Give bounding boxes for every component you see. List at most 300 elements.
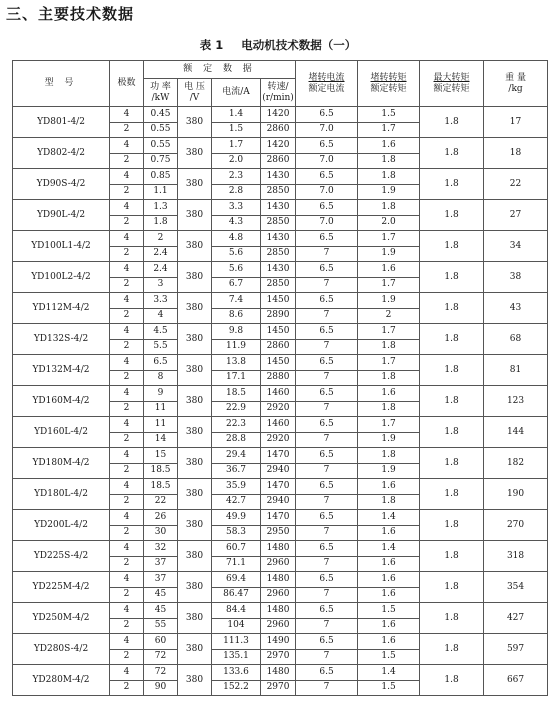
cell-current: 133.6 xyxy=(212,665,261,681)
cell-current: 4.8 xyxy=(212,231,261,247)
cell-power: 0.55 xyxy=(144,138,178,154)
cell-poles: 2 xyxy=(110,122,144,138)
cell-power: 2 xyxy=(144,231,178,247)
cell-power: 2.4 xyxy=(144,246,178,262)
cell-locked-current: 6.5 xyxy=(296,603,358,619)
cell-model: YD180M-4/2 xyxy=(13,448,110,479)
cell-poles: 4 xyxy=(110,510,144,526)
cell-power: 0.45 xyxy=(144,107,178,123)
cell-model: YD160L-4/2 xyxy=(13,417,110,448)
cell-power: 9 xyxy=(144,386,178,402)
cell-locked-current: 6.5 xyxy=(296,386,358,402)
cell-locked-current: 6.5 xyxy=(296,293,358,309)
cell-locked-torque: 1.9 xyxy=(358,463,420,479)
cell-max-torque: 1.8 xyxy=(420,107,484,138)
cell-power: 0.75 xyxy=(144,153,178,169)
header-speed: 转速/ (r/min) xyxy=(261,79,296,107)
cell-poles: 4 xyxy=(110,603,144,619)
cell-locked-torque: 1.6 xyxy=(358,262,420,278)
cell-poles: 4 xyxy=(110,107,144,123)
cell-locked-torque: 1.6 xyxy=(358,587,420,603)
cell-current: 104 xyxy=(212,618,261,634)
cell-voltage: 380 xyxy=(178,324,212,355)
cell-locked-torque: 1.4 xyxy=(358,510,420,526)
cell-locked-torque: 1.4 xyxy=(358,665,420,681)
cell-locked-current: 7 xyxy=(296,401,358,417)
cell-locked-current: 7 xyxy=(296,618,358,634)
cell-speed: 2850 xyxy=(261,277,296,293)
cell-speed: 1450 xyxy=(261,355,296,371)
cell-voltage: 380 xyxy=(178,510,212,541)
cell-poles: 4 xyxy=(110,665,144,681)
cell-speed: 1470 xyxy=(261,448,296,464)
table-number: 表 1 xyxy=(199,38,224,52)
header-poles: 极数 xyxy=(110,61,144,107)
cell-power: 18.5 xyxy=(144,463,178,479)
cell-max-torque: 1.8 xyxy=(420,603,484,634)
cell-model: YD90L-4/2 xyxy=(13,200,110,231)
cell-speed: 2940 xyxy=(261,463,296,479)
cell-weight: 22 xyxy=(484,169,548,200)
cell-power: 4.5 xyxy=(144,324,178,340)
cell-current: 36.7 xyxy=(212,463,261,479)
table-row xyxy=(13,293,548,309)
cell-power: 45 xyxy=(144,603,178,619)
cell-current: 111.3 xyxy=(212,634,261,650)
cell-locked-current: 6.5 xyxy=(296,355,358,371)
cell-current: 1.7 xyxy=(212,138,261,154)
cell-locked-torque: 1.6 xyxy=(358,618,420,634)
cell-weight: 182 xyxy=(484,448,548,479)
cell-model: YD200L-4/2 xyxy=(13,510,110,541)
cell-max-torque: 1.8 xyxy=(420,572,484,603)
cell-poles: 4 xyxy=(110,634,144,650)
cell-model: YD250M-4/2 xyxy=(13,603,110,634)
cell-locked-current: 7 xyxy=(296,308,358,324)
cell-locked-current: 7 xyxy=(296,463,358,479)
motor-spec-table xyxy=(12,60,548,696)
cell-power: 26 xyxy=(144,510,178,526)
cell-poles: 2 xyxy=(110,432,144,448)
cell-speed: 1480 xyxy=(261,665,296,681)
cell-locked-torque: 1.9 xyxy=(358,293,420,309)
cell-locked-current: 7.0 xyxy=(296,215,358,231)
cell-weight: 68 xyxy=(484,324,548,355)
cell-locked-torque: 1.8 xyxy=(358,169,420,185)
cell-locked-torque: 1.8 xyxy=(358,153,420,169)
cell-current: 60.7 xyxy=(212,541,261,557)
cell-power: 4 xyxy=(144,308,178,324)
cell-speed: 2850 xyxy=(261,246,296,262)
cell-locked-current: 7 xyxy=(296,494,358,510)
cell-max-torque: 1.8 xyxy=(420,665,484,696)
cell-speed: 1420 xyxy=(261,138,296,154)
cell-weight: 81 xyxy=(484,355,548,386)
table-title: 电动机技术数据（一） xyxy=(241,38,357,52)
cell-voltage: 380 xyxy=(178,665,212,696)
cell-power: 30 xyxy=(144,525,178,541)
cell-locked-torque: 1.8 xyxy=(358,401,420,417)
cell-locked-torque: 1.6 xyxy=(358,572,420,588)
cell-current: 135.1 xyxy=(212,649,261,665)
cell-max-torque: 1.8 xyxy=(420,324,484,355)
cell-poles: 2 xyxy=(110,463,144,479)
table-row xyxy=(13,417,548,433)
cell-current: 152.2 xyxy=(212,680,261,696)
cell-model: YD132M-4/2 xyxy=(13,355,110,386)
cell-current: 2.0 xyxy=(212,153,261,169)
cell-speed: 1420 xyxy=(261,107,296,123)
cell-poles: 4 xyxy=(110,386,144,402)
cell-speed: 2950 xyxy=(261,525,296,541)
cell-speed: 2860 xyxy=(261,153,296,169)
cell-locked-torque: 1.6 xyxy=(358,556,420,572)
cell-voltage: 380 xyxy=(178,262,212,293)
cell-poles: 2 xyxy=(110,494,144,510)
cell-voltage: 380 xyxy=(178,572,212,603)
cell-speed: 2960 xyxy=(261,556,296,572)
table-row xyxy=(13,355,548,371)
cell-current: 35.9 xyxy=(212,479,261,495)
cell-max-torque: 1.8 xyxy=(420,293,484,324)
cell-locked-current: 6.5 xyxy=(296,510,358,526)
cell-locked-current: 6.5 xyxy=(296,572,358,588)
cell-power: 1.8 xyxy=(144,215,178,231)
table-row xyxy=(13,541,548,557)
cell-poles: 4 xyxy=(110,572,144,588)
table-row xyxy=(13,169,548,185)
cell-current: 86.47 xyxy=(212,587,261,603)
table-body xyxy=(13,107,548,696)
cell-locked-current: 6.5 xyxy=(296,448,358,464)
cell-poles: 2 xyxy=(110,153,144,169)
cell-model: YD90S-4/2 xyxy=(13,169,110,200)
cell-poles: 4 xyxy=(110,138,144,154)
table-row xyxy=(13,262,548,278)
cell-locked-torque: 1.4 xyxy=(358,541,420,557)
cell-max-torque: 1.8 xyxy=(420,541,484,572)
cell-poles: 2 xyxy=(110,339,144,355)
cell-max-torque: 1.8 xyxy=(420,510,484,541)
cell-current: 9.8 xyxy=(212,324,261,340)
cell-voltage: 380 xyxy=(178,231,212,262)
cell-power: 32 xyxy=(144,541,178,557)
cell-power: 60 xyxy=(144,634,178,650)
cell-poles: 4 xyxy=(110,293,144,309)
cell-poles: 2 xyxy=(110,246,144,262)
cell-power: 45 xyxy=(144,587,178,603)
cell-power: 2.4 xyxy=(144,262,178,278)
cell-locked-torque: 1.8 xyxy=(358,339,420,355)
table-row xyxy=(13,448,548,464)
cell-model: YD802-4/2 xyxy=(13,138,110,169)
cell-locked-torque: 1.6 xyxy=(358,386,420,402)
cell-locked-current: 7 xyxy=(296,246,358,262)
cell-locked-current: 7.0 xyxy=(296,153,358,169)
cell-model: YD132S-4/2 xyxy=(13,324,110,355)
cell-locked-torque: 1.7 xyxy=(358,122,420,138)
cell-model: YD112M-4/2 xyxy=(13,293,110,324)
cell-locked-torque: 1.7 xyxy=(358,277,420,293)
cell-locked-current: 7 xyxy=(296,556,358,572)
cell-max-torque: 1.8 xyxy=(420,634,484,665)
cell-weight: 354 xyxy=(484,572,548,603)
cell-max-torque: 1.8 xyxy=(420,169,484,200)
table-caption xyxy=(0,37,556,53)
cell-locked-torque: 1.9 xyxy=(358,246,420,262)
cell-locked-torque: 1.5 xyxy=(358,680,420,696)
cell-model: YD100L2-4/2 xyxy=(13,262,110,293)
cell-locked-torque: 1.5 xyxy=(358,107,420,123)
table-row xyxy=(13,200,548,216)
cell-speed: 2860 xyxy=(261,122,296,138)
cell-locked-current: 7 xyxy=(296,370,358,386)
cell-speed: 2850 xyxy=(261,184,296,200)
cell-speed: 1470 xyxy=(261,510,296,526)
header-weight: 重 量 /kg xyxy=(484,61,548,107)
cell-locked-torque: 1.6 xyxy=(358,479,420,495)
cell-model: YD801-4/2 xyxy=(13,107,110,138)
cell-power: 72 xyxy=(144,665,178,681)
cell-current: 71.1 xyxy=(212,556,261,572)
table-row xyxy=(13,665,548,681)
header-max-torque-ratio: 最大转矩 额定转矩 xyxy=(420,61,484,107)
cell-locked-current: 6.5 xyxy=(296,200,358,216)
cell-weight: 38 xyxy=(484,262,548,293)
cell-max-torque: 1.8 xyxy=(420,231,484,262)
cell-weight: 144 xyxy=(484,417,548,448)
cell-current: 1.4 xyxy=(212,107,261,123)
header-rated-data: 额 定 数 据 xyxy=(144,61,296,79)
cell-speed: 1480 xyxy=(261,572,296,588)
cell-poles: 4 xyxy=(110,324,144,340)
cell-poles: 2 xyxy=(110,308,144,324)
table-row xyxy=(13,634,548,650)
cell-speed: 2940 xyxy=(261,494,296,510)
cell-speed: 2960 xyxy=(261,618,296,634)
cell-poles: 4 xyxy=(110,231,144,247)
cell-voltage: 380 xyxy=(178,479,212,510)
cell-locked-torque: 1.7 xyxy=(358,355,420,371)
cell-speed: 2970 xyxy=(261,680,296,696)
cell-current: 6.7 xyxy=(212,277,261,293)
cell-voltage: 380 xyxy=(178,634,212,665)
cell-poles: 2 xyxy=(110,649,144,665)
cell-max-torque: 1.8 xyxy=(420,138,484,169)
cell-speed: 1430 xyxy=(261,231,296,247)
cell-poles: 2 xyxy=(110,184,144,200)
cell-poles: 2 xyxy=(110,556,144,572)
cell-locked-current: 7 xyxy=(296,432,358,448)
cell-current: 5.6 xyxy=(212,246,261,262)
cell-weight: 427 xyxy=(484,603,548,634)
cell-power: 6.5 xyxy=(144,355,178,371)
cell-voltage: 380 xyxy=(178,200,212,231)
cell-locked-torque: 1.8 xyxy=(358,494,420,510)
cell-poles: 2 xyxy=(110,587,144,603)
cell-locked-current: 6.5 xyxy=(296,107,358,123)
cell-current: 1.5 xyxy=(212,122,261,138)
cell-max-torque: 1.8 xyxy=(420,479,484,510)
cell-model: YD180L-4/2 xyxy=(13,479,110,510)
cell-locked-current: 6.5 xyxy=(296,231,358,247)
cell-power: 0.55 xyxy=(144,122,178,138)
cell-poles: 4 xyxy=(110,541,144,557)
cell-locked-current: 6.5 xyxy=(296,479,358,495)
cell-power: 11 xyxy=(144,401,178,417)
cell-speed: 1430 xyxy=(261,169,296,185)
cell-weight: 318 xyxy=(484,541,548,572)
cell-current: 8.6 xyxy=(212,308,261,324)
cell-locked-torque: 1.8 xyxy=(358,448,420,464)
cell-locked-current: 6.5 xyxy=(296,169,358,185)
cell-locked-torque: 1.5 xyxy=(358,649,420,665)
cell-power: 0.85 xyxy=(144,169,178,185)
cell-locked-torque: 1.8 xyxy=(358,370,420,386)
cell-weight: 34 xyxy=(484,231,548,262)
cell-locked-current: 6.5 xyxy=(296,324,358,340)
cell-weight: 597 xyxy=(484,634,548,665)
cell-poles: 2 xyxy=(110,215,144,231)
cell-locked-torque: 1.7 xyxy=(358,324,420,340)
section-title: 三、主要技术数据 xyxy=(6,5,135,23)
header-current: 电流/A xyxy=(212,79,261,107)
cell-current: 84.4 xyxy=(212,603,261,619)
cell-speed: 2920 xyxy=(261,432,296,448)
cell-current: 4.3 xyxy=(212,215,261,231)
cell-current: 22.9 xyxy=(212,401,261,417)
cell-poles: 4 xyxy=(110,200,144,216)
cell-voltage: 380 xyxy=(178,107,212,138)
cell-locked-current: 7 xyxy=(296,587,358,603)
cell-poles: 2 xyxy=(110,680,144,696)
cell-locked-torque: 1.9 xyxy=(358,184,420,200)
cell-poles: 2 xyxy=(110,277,144,293)
cell-current: 58.3 xyxy=(212,525,261,541)
cell-speed: 1480 xyxy=(261,541,296,557)
cell-locked-current: 7 xyxy=(296,680,358,696)
cell-poles: 4 xyxy=(110,355,144,371)
cell-power: 22 xyxy=(144,494,178,510)
header-locked-current-ratio: 堵转电流 额定电流 xyxy=(296,61,358,107)
cell-max-torque: 1.8 xyxy=(420,200,484,231)
cell-speed: 2970 xyxy=(261,649,296,665)
cell-power: 55 xyxy=(144,618,178,634)
cell-locked-torque: 2.0 xyxy=(358,215,420,231)
cell-voltage: 380 xyxy=(178,448,212,479)
cell-current: 11.9 xyxy=(212,339,261,355)
cell-poles: 2 xyxy=(110,525,144,541)
table-row xyxy=(13,107,548,123)
cell-locked-current: 7 xyxy=(296,277,358,293)
cell-locked-torque: 1.6 xyxy=(358,634,420,650)
cell-max-torque: 1.8 xyxy=(420,448,484,479)
cell-speed: 1470 xyxy=(261,479,296,495)
header-locked-torque-ratio: 堵转转矩 额定转矩 xyxy=(358,61,420,107)
cell-weight: 667 xyxy=(484,665,548,696)
cell-speed: 1430 xyxy=(261,200,296,216)
cell-locked-torque: 1.7 xyxy=(358,417,420,433)
table-row xyxy=(13,510,548,526)
cell-locked-current: 6.5 xyxy=(296,665,358,681)
cell-power: 1.1 xyxy=(144,184,178,200)
cell-power: 5.5 xyxy=(144,339,178,355)
cell-poles: 2 xyxy=(110,401,144,417)
cell-current: 22.3 xyxy=(212,417,261,433)
cell-locked-current: 6.5 xyxy=(296,262,358,278)
cell-current: 2.3 xyxy=(212,169,261,185)
cell-current: 7.4 xyxy=(212,293,261,309)
cell-weight: 27 xyxy=(484,200,548,231)
cell-locked-current: 6.5 xyxy=(296,634,358,650)
cell-voltage: 380 xyxy=(178,138,212,169)
table-row xyxy=(13,572,548,588)
cell-locked-torque: 2 xyxy=(358,308,420,324)
cell-locked-torque: 1.8 xyxy=(358,200,420,216)
table-row xyxy=(13,231,548,247)
header-model: 型 号 xyxy=(13,61,110,107)
cell-current: 3.3 xyxy=(212,200,261,216)
cell-weight: 18 xyxy=(484,138,548,169)
cell-poles: 4 xyxy=(110,417,144,433)
table-row xyxy=(13,479,548,495)
cell-power: 1.3 xyxy=(144,200,178,216)
cell-power: 18.5 xyxy=(144,479,178,495)
cell-weight: 123 xyxy=(484,386,548,417)
cell-current: 17.1 xyxy=(212,370,261,386)
cell-voltage: 380 xyxy=(178,603,212,634)
cell-power: 14 xyxy=(144,432,178,448)
cell-model: YD280S-4/2 xyxy=(13,634,110,665)
cell-speed: 1490 xyxy=(261,634,296,650)
cell-speed: 1460 xyxy=(261,386,296,402)
cell-locked-current: 6.5 xyxy=(296,541,358,557)
header-voltage: 电 压 /V xyxy=(178,79,212,107)
cell-max-torque: 1.8 xyxy=(420,386,484,417)
header-power: 功 率 /kW xyxy=(144,79,178,107)
cell-speed: 1450 xyxy=(261,324,296,340)
cell-model: YD160M-4/2 xyxy=(13,386,110,417)
cell-speed: 1430 xyxy=(261,262,296,278)
cell-max-torque: 1.8 xyxy=(420,355,484,386)
cell-power: 8 xyxy=(144,370,178,386)
cell-locked-torque: 1.9 xyxy=(358,432,420,448)
cell-power: 72 xyxy=(144,649,178,665)
cell-model: YD280M-4/2 xyxy=(13,665,110,696)
cell-locked-current: 6.5 xyxy=(296,417,358,433)
cell-current: 29.4 xyxy=(212,448,261,464)
cell-weight: 17 xyxy=(484,107,548,138)
cell-poles: 4 xyxy=(110,448,144,464)
cell-speed: 2880 xyxy=(261,370,296,386)
cell-weight: 43 xyxy=(484,293,548,324)
table-row xyxy=(13,386,548,402)
cell-voltage: 380 xyxy=(178,355,212,386)
cell-locked-torque: 1.5 xyxy=(358,603,420,619)
cell-max-torque: 1.8 xyxy=(420,262,484,293)
cell-current: 5.6 xyxy=(212,262,261,278)
cell-locked-current: 6.5 xyxy=(296,138,358,154)
cell-voltage: 380 xyxy=(178,541,212,572)
cell-speed: 1480 xyxy=(261,603,296,619)
cell-poles: 4 xyxy=(110,479,144,495)
cell-current: 2.8 xyxy=(212,184,261,200)
cell-current: 49.9 xyxy=(212,510,261,526)
cell-power: 90 xyxy=(144,680,178,696)
cell-locked-current: 7.0 xyxy=(296,184,358,200)
cell-speed: 2960 xyxy=(261,587,296,603)
cell-poles: 2 xyxy=(110,618,144,634)
